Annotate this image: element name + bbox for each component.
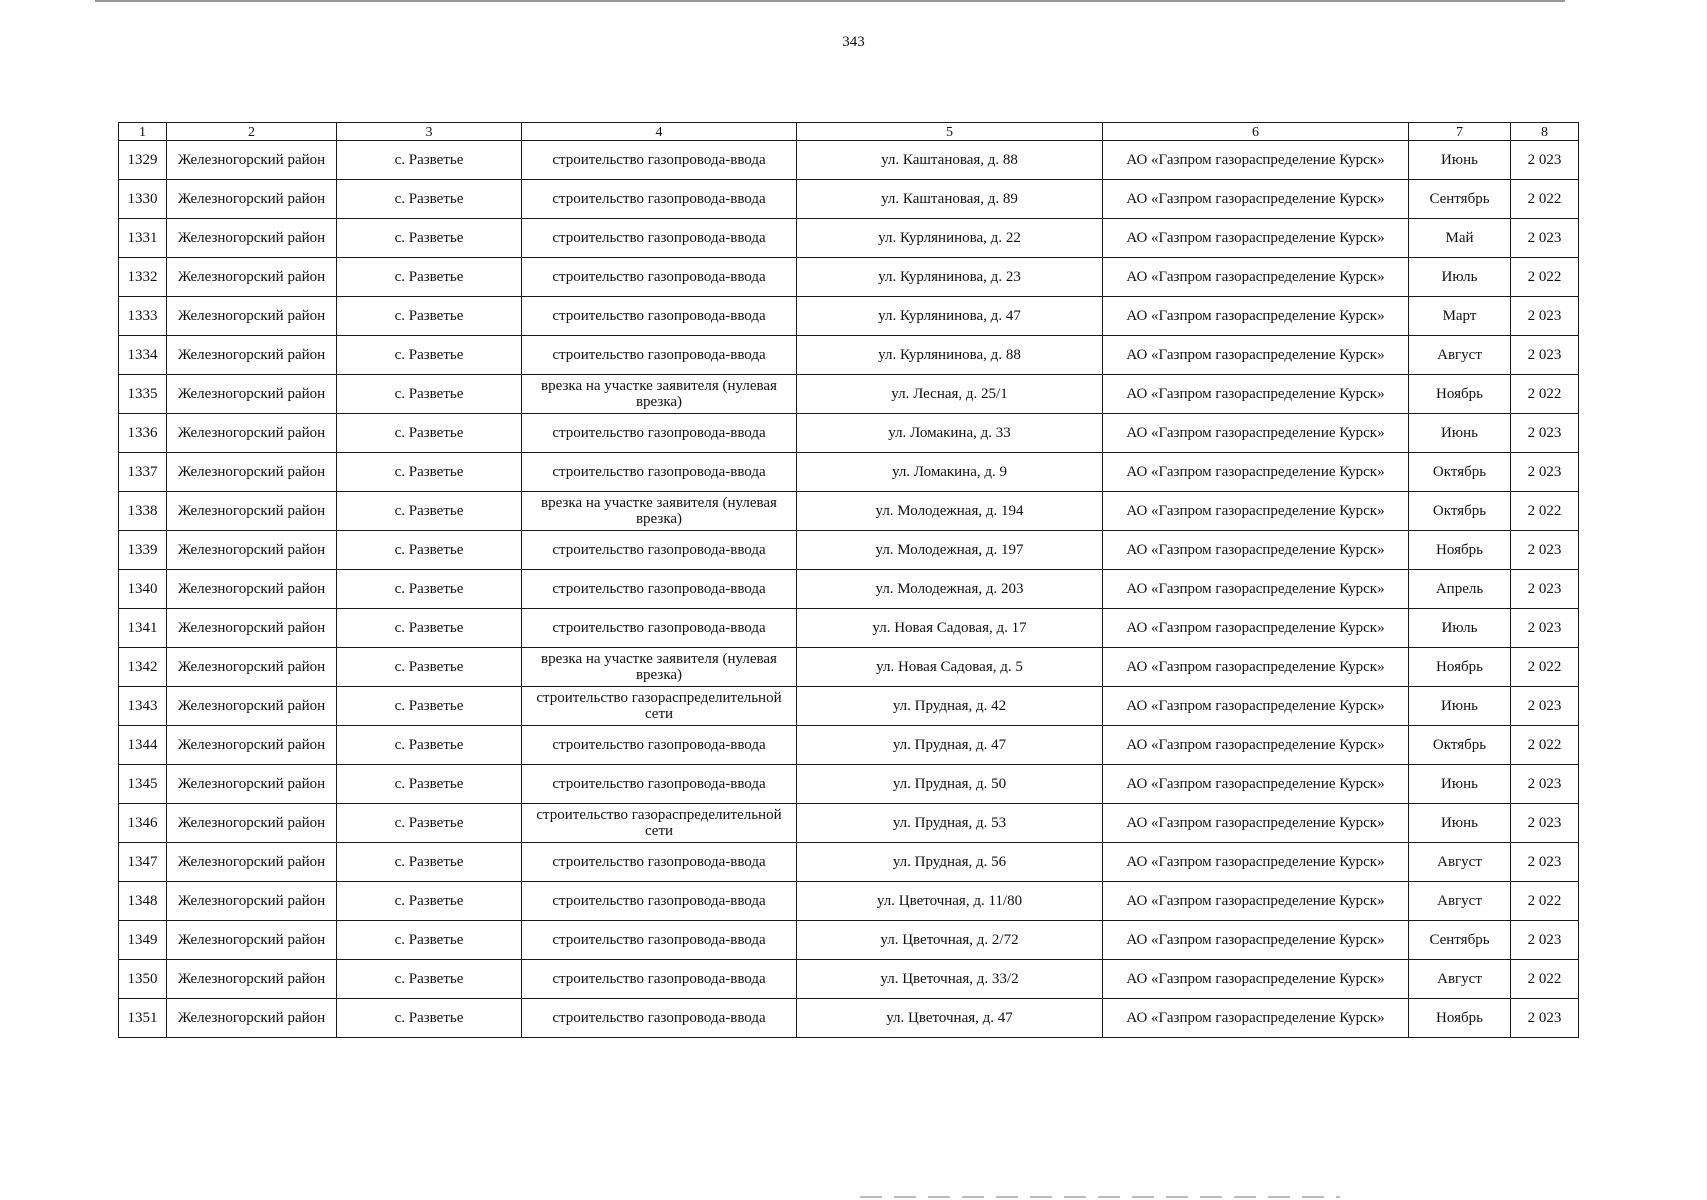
settlement-cell: с. Разветье [337, 765, 522, 804]
row-number: 1339 [119, 531, 167, 570]
work-type-cell: врезка на участке заявителя (нулевая врезка) [522, 648, 797, 687]
column-header: 5 [797, 123, 1103, 141]
settlement-cell: с. Разветье [337, 141, 522, 180]
month-cell: Ноябрь [1409, 999, 1511, 1038]
district-cell: Железногорский район [167, 843, 337, 882]
page-number: 343 [842, 34, 865, 50]
organization-cell: АО «Газпром газораспределение Курск» [1103, 726, 1409, 765]
row-number: 1349 [119, 921, 167, 960]
row-number: 1331 [119, 219, 167, 258]
organization-cell: АО «Газпром газораспределение Курск» [1103, 375, 1409, 414]
address-cell: ул. Каштановая, д. 88 [797, 141, 1103, 180]
address-cell: ул. Цветочная, д. 47 [797, 999, 1103, 1038]
table-row [119, 882, 1579, 921]
column-header: 2 [167, 123, 337, 141]
column-header: 4 [522, 123, 797, 141]
month-cell: Сентябрь [1409, 921, 1511, 960]
address-cell: ул. Прудная, д. 56 [797, 843, 1103, 882]
month-cell: Ноябрь [1409, 375, 1511, 414]
district-cell: Железногорский район [167, 297, 337, 336]
organization-cell: АО «Газпром газораспределение Курск» [1103, 804, 1409, 843]
row-number: 1335 [119, 375, 167, 414]
work-type-cell: строительство газопровода-ввода [522, 141, 797, 180]
settlement-cell: с. Разветье [337, 609, 522, 648]
organization-cell: АО «Газпром газораспределение Курск» [1103, 336, 1409, 375]
row-number: 1351 [119, 999, 167, 1038]
row-number: 1348 [119, 882, 167, 921]
district-cell: Железногорский район [167, 375, 337, 414]
month-cell: Июнь [1409, 765, 1511, 804]
work-type-cell: строительство газораспределительной сети [522, 804, 797, 843]
month-cell: Март [1409, 297, 1511, 336]
month-cell: Ноябрь [1409, 648, 1511, 687]
settlement-cell: с. Разветье [337, 297, 522, 336]
district-cell: Железногорский район [167, 609, 337, 648]
address-cell: ул. Курлянинова, д. 88 [797, 336, 1103, 375]
organization-cell: АО «Газпром газораспределение Курск» [1103, 570, 1409, 609]
table-row [119, 921, 1579, 960]
organization-cell: АО «Газпром газораспределение Курск» [1103, 453, 1409, 492]
work-type-cell: врезка на участке заявителя (нулевая врезка) [522, 375, 797, 414]
table-row [119, 414, 1579, 453]
address-cell: ул. Цветочная, д. 33/2 [797, 960, 1103, 999]
work-type-cell: строительство газопровода-ввода [522, 609, 797, 648]
address-cell: ул. Лесная, д. 25/1 [797, 375, 1103, 414]
organization-cell: АО «Газпром газораспределение Курск» [1103, 960, 1409, 999]
work-type-cell: строительство газопровода-ввода [522, 336, 797, 375]
table-row [119, 843, 1579, 882]
year-cell: 2 023 [1511, 219, 1579, 258]
year-cell: 2 023 [1511, 531, 1579, 570]
settlement-cell: с. Разветье [337, 726, 522, 765]
district-cell: Железногорский район [167, 336, 337, 375]
month-cell: Август [1409, 843, 1511, 882]
district-cell: Железногорский район [167, 453, 337, 492]
row-number: 1346 [119, 804, 167, 843]
work-type-cell: строительство газопровода-ввода [522, 219, 797, 258]
month-cell: Июль [1409, 609, 1511, 648]
address-cell: ул. Ломакина, д. 33 [797, 414, 1103, 453]
year-cell: 2 023 [1511, 765, 1579, 804]
table-row [119, 531, 1579, 570]
year-cell: 2 023 [1511, 999, 1579, 1038]
address-cell: ул. Цветочная, д. 2/72 [797, 921, 1103, 960]
month-cell: Октябрь [1409, 726, 1511, 765]
table-row [119, 141, 1579, 180]
district-cell: Железногорский район [167, 531, 337, 570]
work-type-cell: строительство газопровода-ввода [522, 531, 797, 570]
work-type-cell: строительство газопровода-ввода [522, 258, 797, 297]
settlement-cell: с. Разветье [337, 843, 522, 882]
column-number-row [119, 123, 1579, 141]
address-cell: ул. Ломакина, д. 9 [797, 453, 1103, 492]
table-body [119, 123, 1579, 1038]
work-type-cell: врезка на участке заявителя (нулевая врезка) [522, 492, 797, 531]
year-cell: 2 023 [1511, 453, 1579, 492]
settlement-cell: с. Разветье [337, 687, 522, 726]
address-cell: ул. Прудная, д. 50 [797, 765, 1103, 804]
row-number: 1345 [119, 765, 167, 804]
table-row [119, 219, 1579, 258]
row-number: 1338 [119, 492, 167, 531]
month-cell: Апрель [1409, 570, 1511, 609]
organization-cell: АО «Газпром газораспределение Курск» [1103, 492, 1409, 531]
address-cell: ул. Прудная, д. 42 [797, 687, 1103, 726]
year-cell: 2 023 [1511, 141, 1579, 180]
settlement-cell: с. Разветье [337, 375, 522, 414]
organization-cell: АО «Газпром газораспределение Курск» [1103, 882, 1409, 921]
district-cell: Железногорский район [167, 180, 337, 219]
year-cell: 2 022 [1511, 726, 1579, 765]
address-cell: ул. Прудная, д. 47 [797, 726, 1103, 765]
settlement-cell: с. Разветье [337, 999, 522, 1038]
month-cell: Июнь [1409, 141, 1511, 180]
month-cell: Май [1409, 219, 1511, 258]
table-row [119, 492, 1579, 531]
organization-cell: АО «Газпром газораспределение Курск» [1103, 609, 1409, 648]
address-cell: ул. Курлянинова, д. 47 [797, 297, 1103, 336]
work-type-cell: строительство газопровода-ввода [522, 726, 797, 765]
year-cell: 2 023 [1511, 804, 1579, 843]
work-type-cell: строительство газопровода-ввода [522, 999, 797, 1038]
column-header: 3 [337, 123, 522, 141]
year-cell: 2 022 [1511, 180, 1579, 219]
settlement-cell: с. Разветье [337, 960, 522, 999]
district-cell: Железногорский район [167, 999, 337, 1038]
column-header: 8 [1511, 123, 1579, 141]
address-cell: ул. Прудная, д. 53 [797, 804, 1103, 843]
organization-cell: АО «Газпром газораспределение Курск» [1103, 687, 1409, 726]
table-row [119, 726, 1579, 765]
settlement-cell: с. Разветье [337, 219, 522, 258]
address-cell: ул. Новая Садовая, д. 17 [797, 609, 1103, 648]
district-cell: Железногорский район [167, 882, 337, 921]
month-cell: Август [1409, 336, 1511, 375]
year-cell: 2 023 [1511, 609, 1579, 648]
month-cell: Октябрь [1409, 453, 1511, 492]
district-cell: Железногорский район [167, 648, 337, 687]
table-row [119, 297, 1579, 336]
organization-cell: АО «Газпром газораспределение Курск» [1103, 843, 1409, 882]
table-row [119, 999, 1579, 1038]
district-cell: Железногорский район [167, 219, 337, 258]
month-cell: Ноябрь [1409, 531, 1511, 570]
address-cell: ул. Молодежная, д. 203 [797, 570, 1103, 609]
organization-cell: АО «Газпром газораспределение Курск» [1103, 219, 1409, 258]
settlement-cell: с. Разветье [337, 804, 522, 843]
table-row [119, 804, 1579, 843]
year-cell: 2 023 [1511, 297, 1579, 336]
month-cell: Август [1409, 882, 1511, 921]
year-cell: 2 023 [1511, 570, 1579, 609]
gasification-schedule-table [118, 122, 1579, 1038]
month-cell: Август [1409, 960, 1511, 999]
work-type-cell: строительство газопровода-ввода [522, 453, 797, 492]
organization-cell: АО «Газпром газораспределение Курск» [1103, 765, 1409, 804]
settlement-cell: с. Разветье [337, 336, 522, 375]
row-number: 1347 [119, 843, 167, 882]
settlement-cell: с. Разветье [337, 492, 522, 531]
work-type-cell: строительство газопровода-ввода [522, 180, 797, 219]
table-row [119, 648, 1579, 687]
district-cell: Железногорский район [167, 687, 337, 726]
settlement-cell: с. Разветье [337, 531, 522, 570]
settlement-cell: с. Разветье [337, 882, 522, 921]
row-number: 1342 [119, 648, 167, 687]
work-type-cell: строительство газопровода-ввода [522, 297, 797, 336]
month-cell: Июнь [1409, 414, 1511, 453]
district-cell: Железногорский район [167, 258, 337, 297]
organization-cell: АО «Газпром газораспределение Курск» [1103, 921, 1409, 960]
settlement-cell: с. Разветье [337, 648, 522, 687]
row-number: 1332 [119, 258, 167, 297]
district-cell: Железногорский район [167, 141, 337, 180]
address-cell: ул. Молодежная, д. 197 [797, 531, 1103, 570]
organization-cell: АО «Газпром газораспределение Курск» [1103, 648, 1409, 687]
row-number: 1341 [119, 609, 167, 648]
year-cell: 2 022 [1511, 648, 1579, 687]
address-cell: ул. Курлянинова, д. 22 [797, 219, 1103, 258]
table-row [119, 960, 1579, 999]
scan-bottom-artifact [860, 1196, 1340, 1198]
work-type-cell: строительство газопровода-ввода [522, 765, 797, 804]
address-cell: ул. Молодежная, д. 194 [797, 492, 1103, 531]
month-cell: Октябрь [1409, 492, 1511, 531]
district-cell: Железногорский район [167, 960, 337, 999]
settlement-cell: с. Разветье [337, 570, 522, 609]
year-cell: 2 022 [1511, 882, 1579, 921]
row-number: 1333 [119, 297, 167, 336]
year-cell: 2 022 [1511, 375, 1579, 414]
year-cell: 2 023 [1511, 687, 1579, 726]
row-number: 1334 [119, 336, 167, 375]
district-cell: Железногорский район [167, 765, 337, 804]
settlement-cell: с. Разветье [337, 453, 522, 492]
table-row [119, 570, 1579, 609]
work-type-cell: строительство газопровода-ввода [522, 960, 797, 999]
table-row [119, 453, 1579, 492]
district-cell: Железногорский район [167, 921, 337, 960]
table-row [119, 687, 1579, 726]
work-type-cell: строительство газопровода-ввода [522, 414, 797, 453]
month-cell: Июнь [1409, 687, 1511, 726]
table-row [119, 765, 1579, 804]
row-number: 1340 [119, 570, 167, 609]
settlement-cell: с. Разветье [337, 258, 522, 297]
month-cell: Сентябрь [1409, 180, 1511, 219]
district-cell: Железногорский район [167, 804, 337, 843]
year-cell: 2 022 [1511, 258, 1579, 297]
work-type-cell: строительство газопровода-ввода [522, 882, 797, 921]
address-cell: ул. Новая Садовая, д. 5 [797, 648, 1103, 687]
row-number: 1329 [119, 141, 167, 180]
table-row [119, 180, 1579, 219]
year-cell: 2 022 [1511, 960, 1579, 999]
table-row [119, 258, 1579, 297]
column-header: 1 [119, 123, 167, 141]
month-cell: Июль [1409, 258, 1511, 297]
year-cell: 2 022 [1511, 492, 1579, 531]
address-cell: ул. Курлянинова, д. 23 [797, 258, 1103, 297]
settlement-cell: с. Разветье [337, 921, 522, 960]
table-row [119, 336, 1579, 375]
organization-cell: АО «Газпром газораспределение Курск» [1103, 531, 1409, 570]
scan-top-rule [95, 0, 1565, 2]
year-cell: 2 023 [1511, 843, 1579, 882]
organization-cell: АО «Газпром газораспределение Курск» [1103, 180, 1409, 219]
table-row [119, 609, 1579, 648]
address-cell: ул. Каштановая, д. 89 [797, 180, 1103, 219]
settlement-cell: с. Разветье [337, 414, 522, 453]
column-header: 6 [1103, 123, 1409, 141]
work-type-cell: строительство газораспределительной сети [522, 687, 797, 726]
row-number: 1344 [119, 726, 167, 765]
district-cell: Железногорский район [167, 726, 337, 765]
row-number: 1350 [119, 960, 167, 999]
row-number: 1343 [119, 687, 167, 726]
work-type-cell: строительство газопровода-ввода [522, 843, 797, 882]
organization-cell: АО «Газпром газораспределение Курск» [1103, 141, 1409, 180]
work-type-cell: строительство газопровода-ввода [522, 921, 797, 960]
work-type-cell: строительство газопровода-ввода [522, 570, 797, 609]
settlement-cell: с. Разветье [337, 180, 522, 219]
district-cell: Железногорский район [167, 570, 337, 609]
district-cell: Железногорский район [167, 414, 337, 453]
row-number: 1330 [119, 180, 167, 219]
year-cell: 2 023 [1511, 921, 1579, 960]
organization-cell: АО «Газпром газораспределение Курск» [1103, 297, 1409, 336]
organization-cell: АО «Газпром газораспределение Курск» [1103, 258, 1409, 297]
row-number: 1337 [119, 453, 167, 492]
year-cell: 2 023 [1511, 336, 1579, 375]
year-cell: 2 023 [1511, 414, 1579, 453]
column-header: 7 [1409, 123, 1511, 141]
table-row [119, 375, 1579, 414]
month-cell: Июнь [1409, 804, 1511, 843]
organization-cell: АО «Газпром газораспределение Курск» [1103, 999, 1409, 1038]
address-cell: ул. Цветочная, д. 11/80 [797, 882, 1103, 921]
row-number: 1336 [119, 414, 167, 453]
organization-cell: АО «Газпром газораспределение Курск» [1103, 414, 1409, 453]
district-cell: Железногорский район [167, 492, 337, 531]
